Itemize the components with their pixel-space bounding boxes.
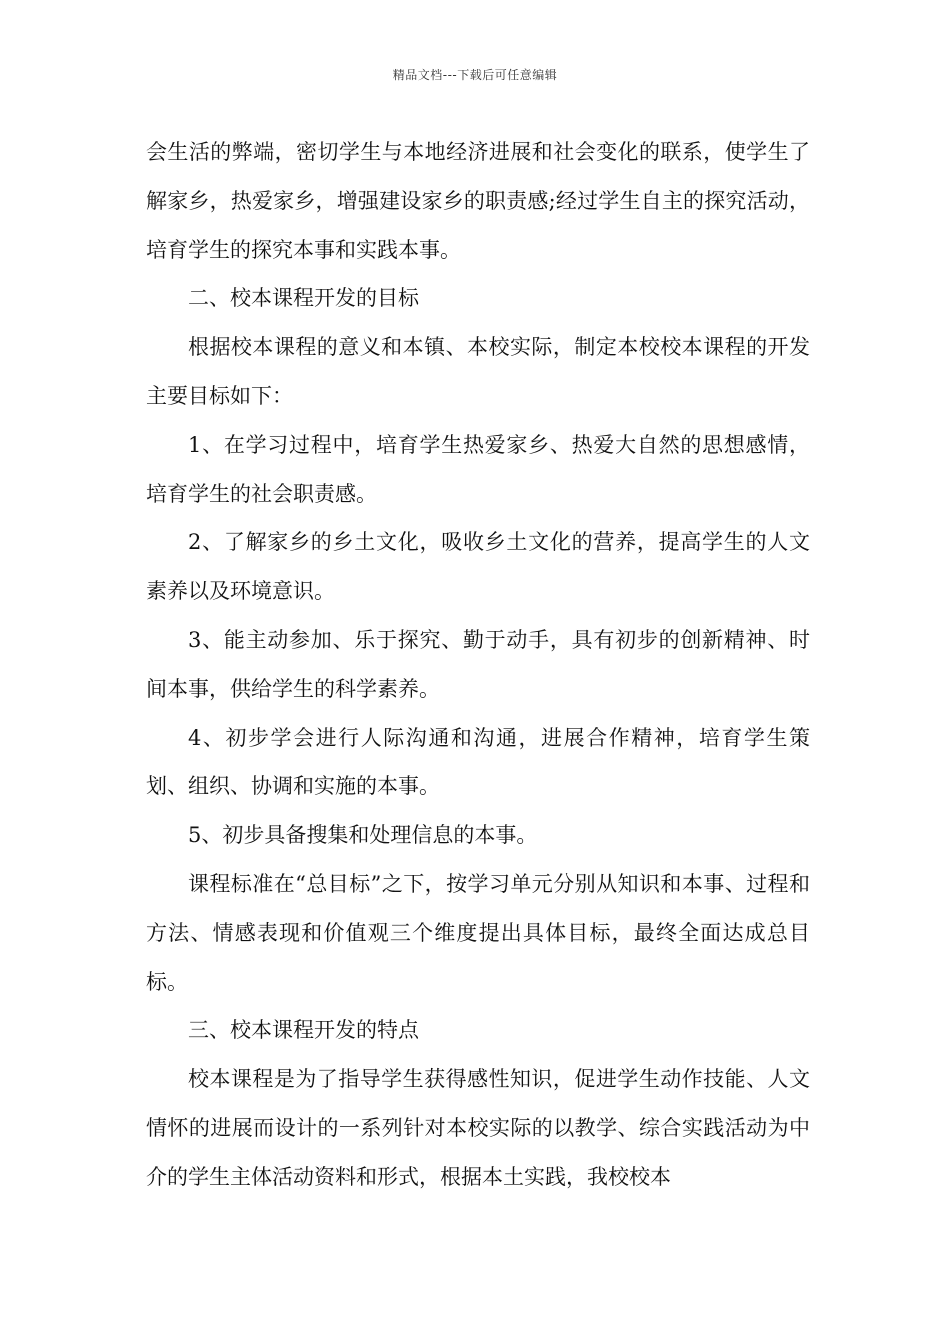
goal-item-2: 2、了解家乡的乡土文化，吸收乡土文化的营养，提高学生的人文素养以及环境意识。	[146, 530, 810, 604]
paragraph-curriculum-standard: 课程标准在“总目标”之下，按学习单元分别从知识和本事、过程和方法、情感表现和价值观三个维度提出具体目标，最终全面达成总目标。	[146, 871, 810, 994]
page-header: 精品文档---下载后可任意编辑	[392, 68, 558, 82]
goal-item-1: 1、在学习过程中，培育学生热爱家乡、热爱大自然的思想感情，培育学生的社会职责感。	[146, 432, 810, 506]
section-heading-goals: 二、校本课程开发的目标	[188, 286, 419, 311]
body-text	[146, 128, 810, 1202]
paragraph-features: 校本课程是为了指导学生获得感性知识，促进学生动作技能、人文情怀的进展而设计的一系列针对本校实际的以教学、综合实践活动为中介的学生主体活动资料和形式，根据本土实践，我校校本	[146, 1067, 810, 1189]
goal-item-5: 5、初步具备搜集和处理信息的本事。	[188, 823, 538, 848]
goal-item-4: 4、初步学会进行人际沟通和沟通，进展合作精神，培育学生策划、组织、协调和实施的本事。	[146, 725, 810, 799]
section-heading-features: 三、校本课程开发的特点	[188, 1018, 419, 1043]
paragraph-goals-intro: 根据校本课程的意义和本镇、本校实际，制定本校校本课程的开发主要目标如下：	[146, 335, 810, 408]
goal-item-3: 3、能主动参加、乐于探究、勤于动手，具有初步的创新精神、时间本事，供给学生的科学素养。	[146, 627, 810, 701]
paragraph-continuation: 会生活的弊端，密切学生与本地经济进展和社会变化的联系，使学生了解家乡，热爱家乡，增强建设家乡的职责感;经过学生自主的探究活动，培育学生的探究本事和实践本事。	[146, 140, 810, 262]
